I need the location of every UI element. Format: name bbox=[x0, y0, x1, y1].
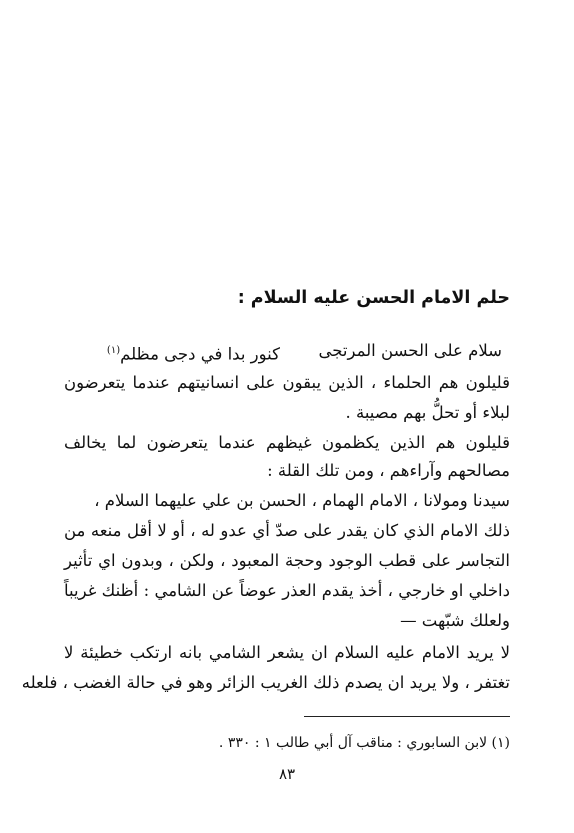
footnote-marker: (١) bbox=[106, 345, 121, 356]
body-line-1: قليلون هم الحلماء ، الذين يبقون على انسانيتهم عندما يتعرضون bbox=[64, 373, 510, 392]
body-line-10: لا يريد الامام عليه السلام ان يشعر الشامي بانه ارتكب خطيئة لا bbox=[64, 643, 510, 662]
page-number: ٨٣ bbox=[278, 765, 296, 783]
body-line-7: التجاسر على قطب الوجود وحجة المعبود ، ولكن ، وبدون اي تأثير bbox=[64, 551, 510, 570]
verse-second-text: كنور بدا في دجى مظلم bbox=[120, 344, 280, 364]
body-line-3: قليلون هم الذين يكظمون غيظهم عندما يتعرضون لما يخالف bbox=[64, 433, 510, 452]
verse-first-text: سلام على الحسن المرتجى bbox=[318, 341, 502, 360]
footnote-text: (١) لابن السابوري : مناقب آل أبي طالب ١ : ٣٣٠ . bbox=[218, 735, 510, 751]
verse-first-hemistich bbox=[319, 340, 502, 362]
body-line-11: تغتفر ، ولا يريد ان يصدم ذلك الغريب الزائر وهو في حالة الغضب ، فلعله bbox=[21, 673, 510, 692]
body-line-2: لبلاء أو تحلُّ بهم مصيبة . bbox=[345, 403, 510, 422]
section-heading: حلم الامام الحسن عليه السلام : bbox=[237, 288, 510, 308]
body-line-4: مصالحهم وآراءهم ، ومن تلك القلة : bbox=[267, 461, 510, 480]
body-line-9: ولعلك شبّهت — bbox=[400, 611, 510, 630]
verse-second-hemistich bbox=[107, 340, 280, 366]
body-line-5: سيدنا ومولانا ، الامام الهمام ، الحسن بن علي عليهما السلام ، bbox=[94, 491, 510, 510]
body-line-8: داخلي او خارجي ، أخذ يقدم العذر عوضاً عن الشامي : أظنك غريباً bbox=[64, 581, 510, 600]
footnote-divider bbox=[304, 716, 510, 717]
body-line-6: ذلك الامام الذي كان يقدر على صدّ أي عدو له ، أو لا أقل منعه من bbox=[64, 521, 510, 540]
